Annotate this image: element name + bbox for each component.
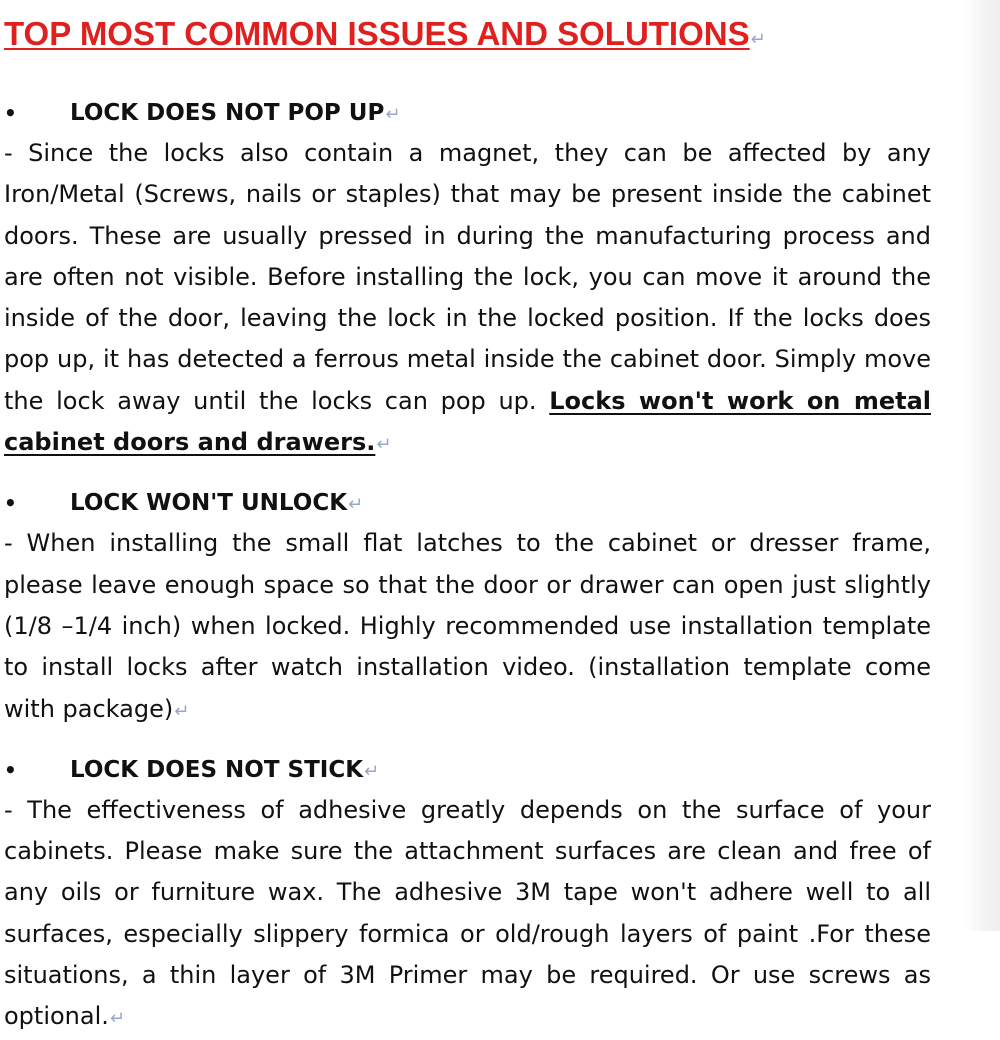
section-body bbox=[4, 133, 931, 465]
bullet-icon: • bbox=[4, 491, 17, 516]
heading-text: LOCK WON'T UNLOCK bbox=[70, 490, 348, 517]
body-text: - Since the locks also contain a magnet, they can be affected by any Iron/Metal (Screws, nails or staples) that may be present inside the cabinet doors. These are usually pressed in during the manufacturing process and are often not visible. Before installing the lock, you can move it around the inside of the door, leaving the lock in the locked position. If the locks does pop up, it has detected a ferrous metal inside the cabinet door. Simply move the lock away until the locks can pop up. bbox=[4, 139, 931, 415]
bullet-icon: • bbox=[4, 101, 17, 125]
section-heading bbox=[4, 93, 931, 133]
section-heading bbox=[4, 483, 931, 523]
paragraph-mark-icon: ↵ bbox=[364, 760, 380, 782]
paragraph-mark-icon: ↵ bbox=[376, 434, 392, 456]
paragraph-mark-icon: ↵ bbox=[348, 494, 364, 516]
heading-text: LOCK DOES NOT STICK bbox=[70, 756, 364, 783]
bullet-icon: • bbox=[4, 757, 17, 782]
section-lock-wont-unlock bbox=[4, 483, 931, 731]
body-text: - When installing the small flat latches to the cabinet or dresser frame, please leave enough space so that the door or drawer can open just slightly (1/8 –1/4 inch) when locked. Highly recommended use installation template to install locks after watch installation video. (installation template come with package) bbox=[4, 529, 931, 723]
page-edge-shadow bbox=[964, 0, 1000, 931]
paragraph-mark-icon: ↵ bbox=[174, 700, 190, 722]
document-title bbox=[4, 12, 931, 62]
paragraph-mark-icon: ↵ bbox=[109, 1008, 125, 1030]
emphasis-text: Locks won't work on metal cabinet doors and drawers. bbox=[4, 386, 931, 457]
paragraph-mark-icon: ↵ bbox=[385, 104, 401, 125]
title-text: TOP MOST COMMON ISSUES AND SOLUTIONS bbox=[4, 15, 750, 52]
section-heading bbox=[4, 750, 931, 790]
heading-text: LOCK DOES NOT POP UP bbox=[70, 100, 385, 126]
section-lock-does-not-stick bbox=[4, 750, 931, 1040]
section-body bbox=[4, 523, 931, 731]
document-body bbox=[4, 12, 931, 1040]
section-lock-does-not-pop-up bbox=[4, 93, 931, 465]
paragraph-mark-icon: ↵ bbox=[750, 29, 766, 50]
section-body bbox=[4, 790, 931, 1040]
body-text: - The effectiveness of adhesive greatly depends on the surface of your cabinets. Please make sure the attachment surfaces are clean and free of any oils or furniture wax. The adhesive 3M tape won't adhere well to all surfaces, especially slippery formica or old/rough layers of paint .For these situations, a thin layer of 3M Primer may be required. Or use screws as optional. bbox=[4, 795, 931, 1031]
